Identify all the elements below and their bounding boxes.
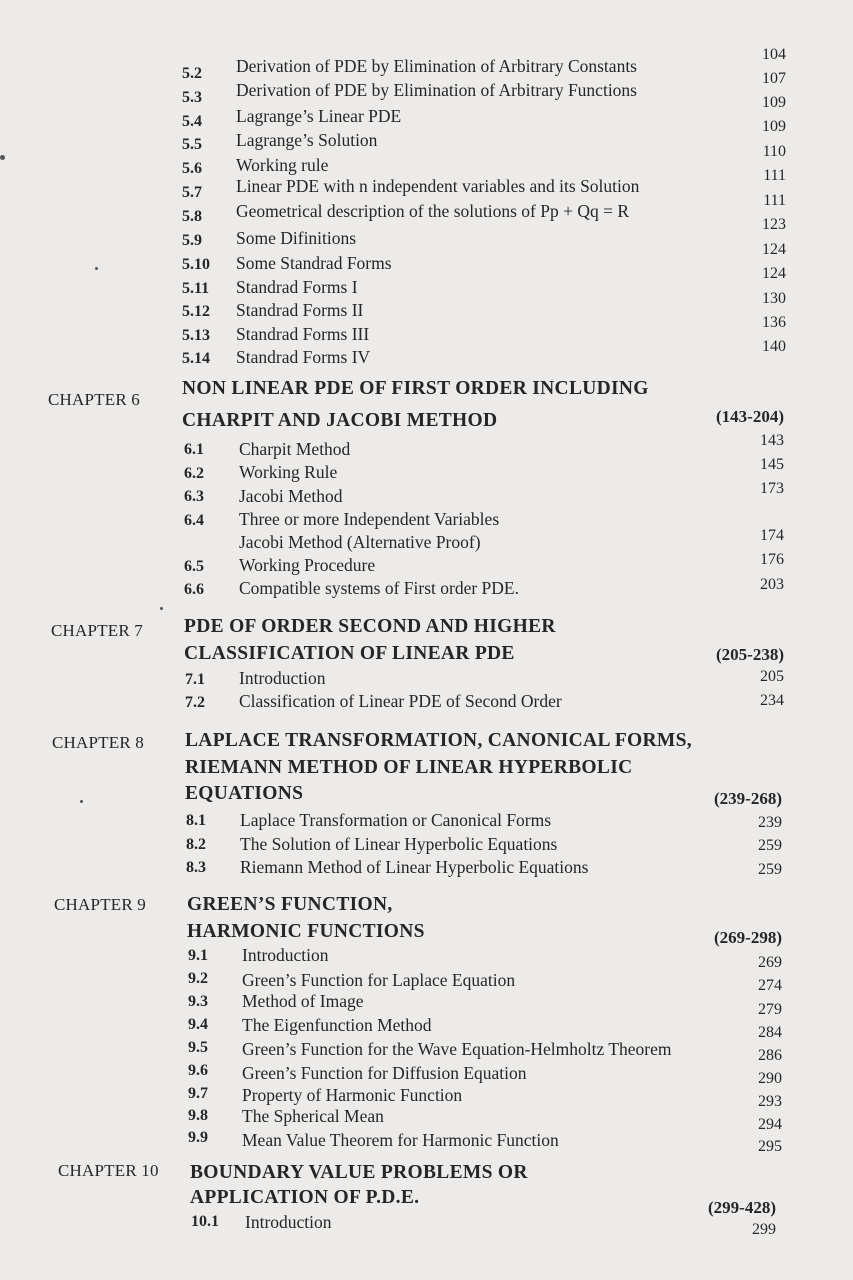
chapter-title-line: NON LINEAR PDE OF FIRST ORDER INCLUDING: [182, 378, 649, 399]
entry-page: 286: [758, 1047, 782, 1064]
entry-title: Property of Harmonic Function: [242, 1085, 463, 1105]
entry-number: 9.4: [188, 1016, 208, 1033]
entry-number: 8.1: [186, 812, 206, 829]
entry-title: Lagrange’s Solution: [236, 130, 378, 150]
chapter-title-line: RIEMANN METHOD OF LINEAR HYPERBOLIC: [185, 757, 633, 778]
chapter-page-range: (239-268): [714, 789, 782, 808]
entry-number: 5.3: [182, 89, 202, 106]
entry-title: Geometrical description of the solutions of Pp + Qq = R: [236, 201, 630, 221]
entry-page: 259: [758, 837, 782, 854]
entry-title: Green’s Function for Laplace Equation: [242, 970, 516, 990]
entry-number: 9.8: [188, 1107, 208, 1124]
entry-number: 5.6: [182, 160, 202, 177]
entry-title: Introduction: [245, 1212, 332, 1232]
entry-title: Green’s Function for Diffusion Equation: [242, 1063, 527, 1083]
entry-number: 6.5: [184, 558, 204, 575]
entry-number: 9.6: [188, 1062, 208, 1079]
entry-page: 279: [758, 1001, 782, 1018]
entry-title: Standrad Forms IV: [236, 347, 371, 367]
entry-number: 5.13: [182, 327, 210, 344]
chapter-label: CHAPTER 8: [52, 733, 145, 752]
entry-title: Lagrange’s Linear PDE: [236, 106, 402, 126]
paper-speck: [0, 155, 5, 160]
entry-number: 6.2: [184, 465, 204, 482]
entry-number: 5.14: [182, 350, 210, 367]
chapter-label: CHAPTER 7: [51, 621, 144, 640]
entry-number: 9.5: [188, 1039, 208, 1056]
entry-page: 290: [758, 1070, 782, 1087]
entry-title: Working Rule: [239, 462, 338, 482]
entry-page: 174: [760, 527, 784, 544]
entry-number: 5.5: [182, 136, 202, 153]
entry-title: Charpit Method: [239, 439, 351, 459]
entry-number: 5.12: [182, 303, 210, 320]
entry-title: Working rule: [236, 155, 329, 175]
entry-title: Classification of Linear PDE of Second Order: [239, 691, 562, 711]
entry-title: Standrad Forms III: [236, 324, 370, 344]
entry-title: Jacobi Method: [239, 486, 343, 506]
entry-page: 145: [760, 456, 784, 473]
paper-speck: [80, 800, 83, 803]
entry-page: 123: [762, 216, 786, 233]
chapter-label: CHAPTER 9: [54, 895, 147, 914]
paper-speck: [160, 607, 163, 610]
entry-number: 5.11: [182, 280, 210, 297]
entry-page: 104: [762, 46, 786, 63]
entry-title: Introduction: [242, 945, 329, 965]
entry-page: 239: [758, 814, 782, 831]
entry-number: 5.2: [182, 65, 202, 82]
chapter-label: CHAPTER 10: [58, 1161, 159, 1180]
entry-title: Compatible systems of First order PDE.: [239, 578, 519, 598]
entry-title: Method of Image: [242, 991, 364, 1011]
entry-number: 5.9: [182, 232, 202, 249]
entry-page: 109: [762, 94, 786, 111]
entry-page: 143: [760, 432, 784, 449]
entry-number: 5.10: [182, 256, 210, 273]
chapter-page-range: (143-204): [716, 407, 784, 426]
chapter-page-range: (205-238): [716, 645, 784, 664]
entry-title: Riemann Method of Linear Hyperbolic Equations: [240, 857, 589, 877]
entry-title: The Spherical Mean: [242, 1106, 384, 1126]
entry-page: 293: [758, 1093, 782, 1110]
entry-number: 5.4: [182, 113, 202, 130]
entry-number: 8.2: [186, 836, 206, 853]
entry-number: 5.7: [182, 184, 202, 201]
entry-page: 136: [762, 314, 786, 331]
entry-page: 130: [762, 290, 786, 307]
chapter-title-line: CLASSIFICATION OF LINEAR PDE: [184, 643, 515, 664]
entry-number: 5.8: [182, 208, 202, 225]
entry-page: 107: [762, 70, 786, 87]
entry-number: 9.9: [188, 1129, 208, 1146]
chapter-page-range: (299-428): [708, 1198, 776, 1217]
entry-title: Some Difinitions: [236, 228, 357, 248]
chapter-title-line: GREEN’S FUNCTION,: [187, 894, 393, 915]
chapter-title-line: BOUNDARY VALUE PROBLEMS OR: [190, 1162, 528, 1183]
entry-number: 9.7: [188, 1085, 208, 1102]
chapter-label: CHAPTER 6: [48, 390, 141, 409]
entry-page: 176: [760, 551, 784, 568]
entry-page: 203: [760, 576, 784, 593]
paper-speck: [95, 267, 98, 270]
entry-page: 295: [758, 1138, 782, 1155]
entry-page: 110: [762, 143, 786, 160]
entry-title: Standrad Forms II: [236, 300, 364, 320]
entry-page: 140: [762, 338, 786, 355]
entry-page: 111: [763, 167, 786, 184]
chapter-title-line: APPLICATION OF P.D.E.: [190, 1187, 420, 1208]
entry-number: 7.1: [185, 671, 205, 688]
entry-number: 6.4: [184, 512, 204, 529]
entry-title: Some Standrad Forms: [236, 253, 392, 273]
entry-number: 9.2: [188, 970, 208, 987]
entry-title: Mean Value Theorem for Harmonic Function: [242, 1130, 559, 1150]
entry-page: 173: [760, 480, 784, 497]
entry-page: 109: [762, 118, 786, 135]
entry-title: Derivation of PDE by Elimination of Arbitrary Functions: [236, 80, 637, 100]
chapter-title-line: PDE OF ORDER SECOND AND HIGHER: [184, 616, 556, 637]
entry-number: 6.6: [184, 581, 204, 598]
entry-number: 6.3: [184, 488, 204, 505]
entry-page: 269: [758, 954, 782, 971]
entry-page: 124: [762, 241, 786, 258]
entry-title: The Solution of Linear Hyperbolic Equations: [240, 834, 558, 854]
chapter-title-line: HARMONIC FUNCTIONS: [187, 921, 425, 942]
entry-number: 8.3: [186, 859, 206, 876]
entry-title: Laplace Transformation or Canonical Forms: [240, 810, 552, 830]
entry-number: 6.1: [184, 441, 204, 458]
entry-page: 299: [752, 1221, 776, 1238]
entry-number: 10.1: [191, 1213, 219, 1230]
entry-title: Three or more Independent Variables: [239, 509, 500, 529]
entry-number: 9.1: [188, 947, 208, 964]
entry-title: Standrad Forms I: [236, 277, 358, 297]
entry-page: 259: [758, 861, 782, 878]
entry-number: 9.3: [188, 993, 208, 1010]
entry-page: 205: [760, 668, 784, 685]
entry-title: Derivation of PDE by Elimination of Arbitrary Constants: [236, 56, 637, 76]
chapter-page-range: (269-298): [714, 928, 782, 947]
entry-page: 284: [758, 1024, 782, 1041]
entry-title: Introduction: [239, 668, 326, 688]
entry-page: 124: [762, 265, 786, 282]
entry-title: The Eigenfunction Method: [242, 1015, 432, 1035]
chapter-title-line: LAPLACE TRANSFORMATION, CANONICAL FORMS,: [185, 730, 692, 751]
chapter-title-line: CHARPIT AND JACOBI METHOD: [182, 410, 498, 431]
entry-title: Jacobi Method (Alternative Proof): [239, 532, 481, 552]
entry-page: 111: [763, 192, 786, 209]
entry-page: 294: [758, 1116, 782, 1133]
entry-title: Working Procedure: [239, 555, 376, 575]
entry-number: 7.2: [185, 694, 205, 711]
entry-title: Linear PDE with n independent variables and its Solution: [236, 176, 640, 196]
chapter-title-line: EQUATIONS: [185, 783, 304, 804]
entry-title: Green’s Function for the Wave Equation-Helmholtz Theorem: [242, 1039, 672, 1059]
entry-page: 234: [760, 692, 784, 709]
entry-page: 274: [758, 977, 782, 994]
